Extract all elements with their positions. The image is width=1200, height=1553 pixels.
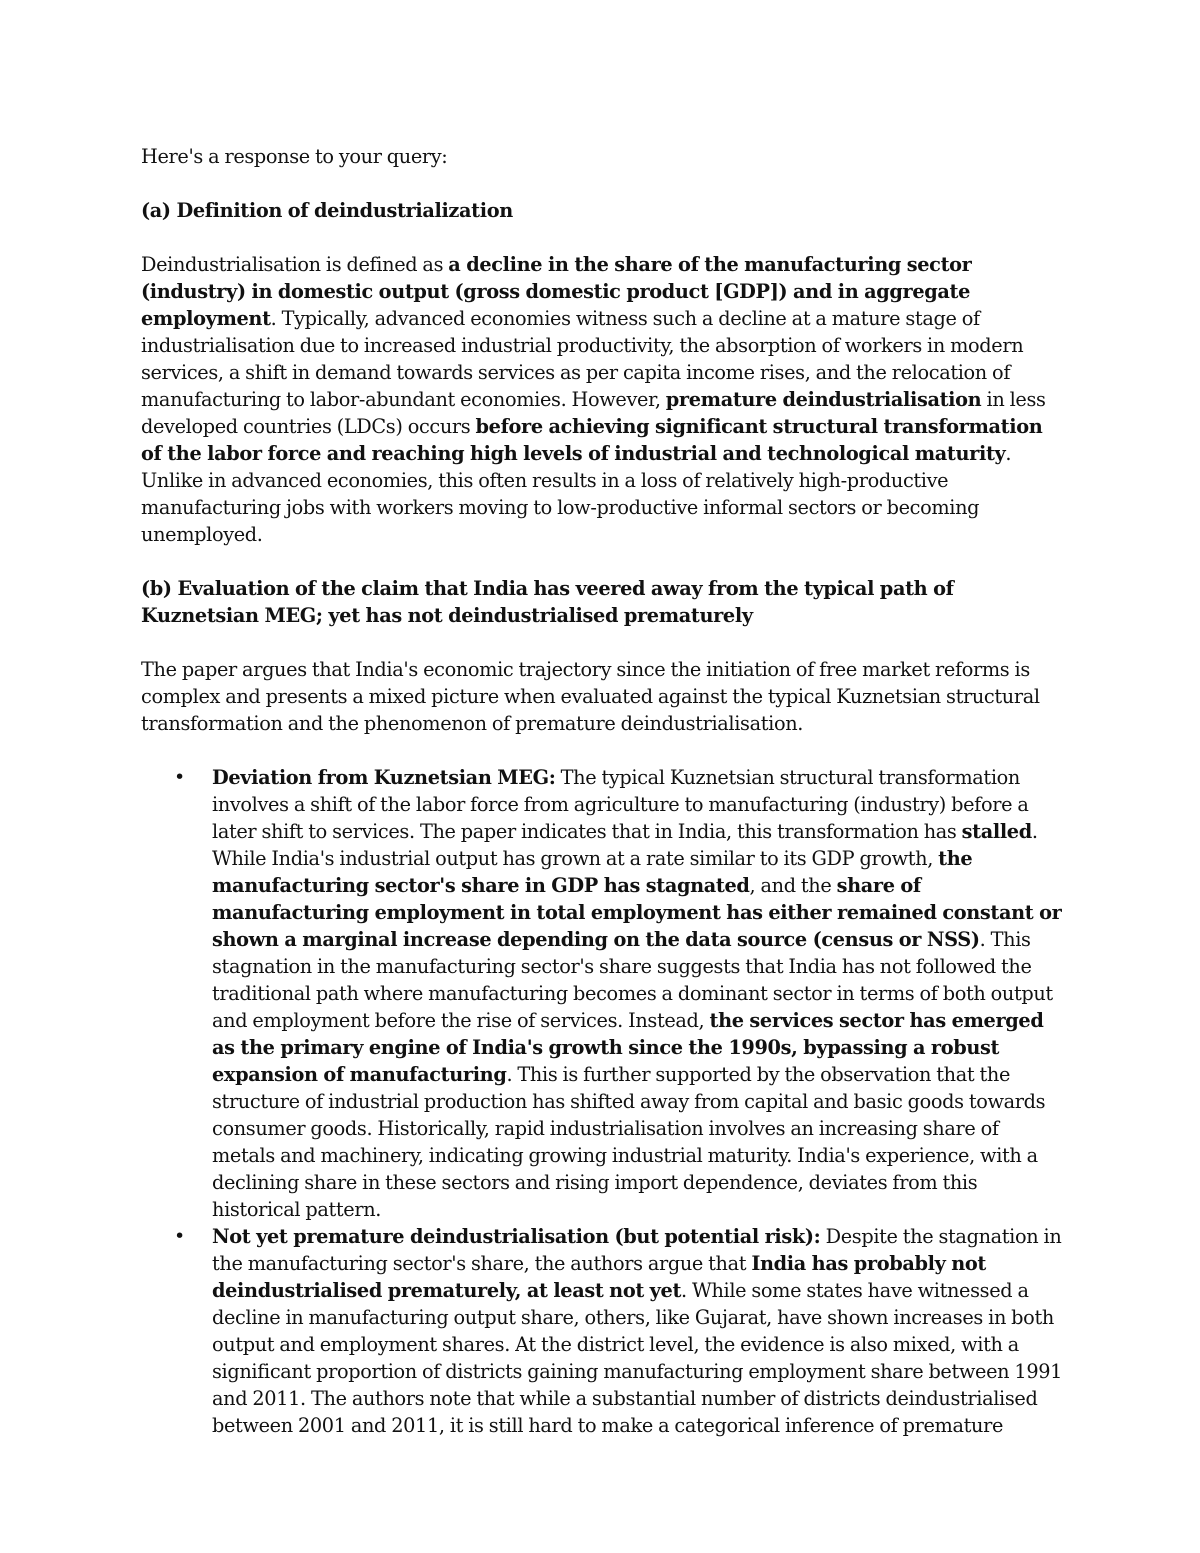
text-run: . While India's industrial output has grown at a rate similar to its GDP growth, xyxy=(212,820,1038,870)
spacer xyxy=(141,224,1063,251)
bold-run: the services sector has emerged as the primary engine of India's growth since the 1990s, bypassing a robust expansion of manufacturing xyxy=(212,1009,1044,1086)
spacer xyxy=(141,629,1063,656)
bullet-title: Not yet premature deindustrialisation (but potential risk): xyxy=(212,1225,821,1248)
intro-line: Here's a response to your query: xyxy=(141,145,448,168)
text-run: . While some states have witnessed a decline in manufacturing output share, others, like Gujarat, have shown increases in both output and employment shares. At the district level, the evidence is also mixed, with a significant proportion of districts gaining manufacturing employment share between 1991 and 2011. The authors note that while a substantial number of districts deindustrialised between 2001 and 2011, it is still hard to make a categorical inference of premature xyxy=(212,1279,1063,1437)
text-run: . Unlike in advanced economies, this often results in a loss of relatively high-productive manufacturing jobs with workers moving to low-productive informal sectors or becoming unemployed. xyxy=(141,442,1012,546)
bold-run: share of manufacturing employment in total employment has either remained constant or shown a marginal increase depending on the data source (census or NSS) xyxy=(212,874,1062,951)
bold-run: India has probably not deindustrialised prematurely, at least not yet xyxy=(212,1252,986,1302)
list-item xyxy=(141,764,1063,1223)
text-run: in less developed countries (LDCs) occurs xyxy=(141,388,1046,438)
text-run: . Typically, advanced economies witness such a decline at a mature stage of industrialisation due to increased industrial productivity, the absorption of workers in modern services, a shift in demand towards services as per capita income rises, and the relocation of manufacturing to labor-abundant economies. However, xyxy=(141,307,1024,411)
spacer xyxy=(141,170,1063,197)
bullet-list xyxy=(141,764,1063,1439)
text-run: Deindustrialisation is defined as xyxy=(141,253,449,276)
section-b-heading: (b) Evaluation of the claim that India has veered away from the typical path of Kuznetsian MEG; yet has not deindustrialised prematurely xyxy=(141,577,954,627)
bold-run: before achieving significant structural transformation of the labor force and reaching high levels of industrial and technological maturity xyxy=(141,415,1043,465)
bullet-icon: • xyxy=(174,1225,185,1247)
list-item xyxy=(141,1223,1063,1439)
bullet-title: Deviation from Kuznetsian MEG: xyxy=(212,766,556,789)
spacer xyxy=(141,737,1063,764)
document-page xyxy=(141,143,1063,1439)
text-run: , and the xyxy=(749,874,837,897)
section-b-paragraph: The paper argues that India's economic trajectory since the initiation of free market reforms is complex and presents a mixed picture when evaluated against the typical Kuznetsian structural transformation and the phenomenon of premature deindustrialisation. xyxy=(141,658,1040,735)
text-run: . This stagnation in the manufacturing sector's share suggests that India has not followed the traditional path where manufacturing becomes a dominant sector in terms of both output and employment before the rise of services. Instead, xyxy=(212,928,1053,1032)
section-a-paragraph xyxy=(141,251,1063,548)
text-run: . This is further supported by the observation that the structure of industrial production has shifted away from capital and basic goods towards consumer goods. Historically, rapid industrialisation involves an increasing share of metals and machinery, indicating growing industrial maturity. India's experience, with a declining share in these sectors and rising import dependence, deviates from this historical pattern. xyxy=(212,1063,1046,1221)
section-a-heading: (a) Definition of deindustrialization xyxy=(141,199,513,222)
bold-run: stalled xyxy=(961,820,1032,843)
spacer xyxy=(141,548,1063,575)
bullet-icon: • xyxy=(174,766,185,788)
bold-run: a decline in the share of the manufacturing sector (industry) in domestic output (gross domestic product [GDP]) and in aggregate employment xyxy=(141,253,972,330)
text-run: The typical Kuznetsian structural transformation involves a shift of the labor force from agriculture to manufacturing (industry) before a later shift to services. The paper indicates that in India, this transformation has xyxy=(212,766,1029,843)
bold-run: premature deindustrialisation xyxy=(665,388,982,411)
bold-run: the manufacturing sector's share in GDP has stagnated xyxy=(212,847,973,897)
text-run: Despite the stagnation in the manufacturing sector's share, the authors argue that xyxy=(212,1225,1062,1275)
